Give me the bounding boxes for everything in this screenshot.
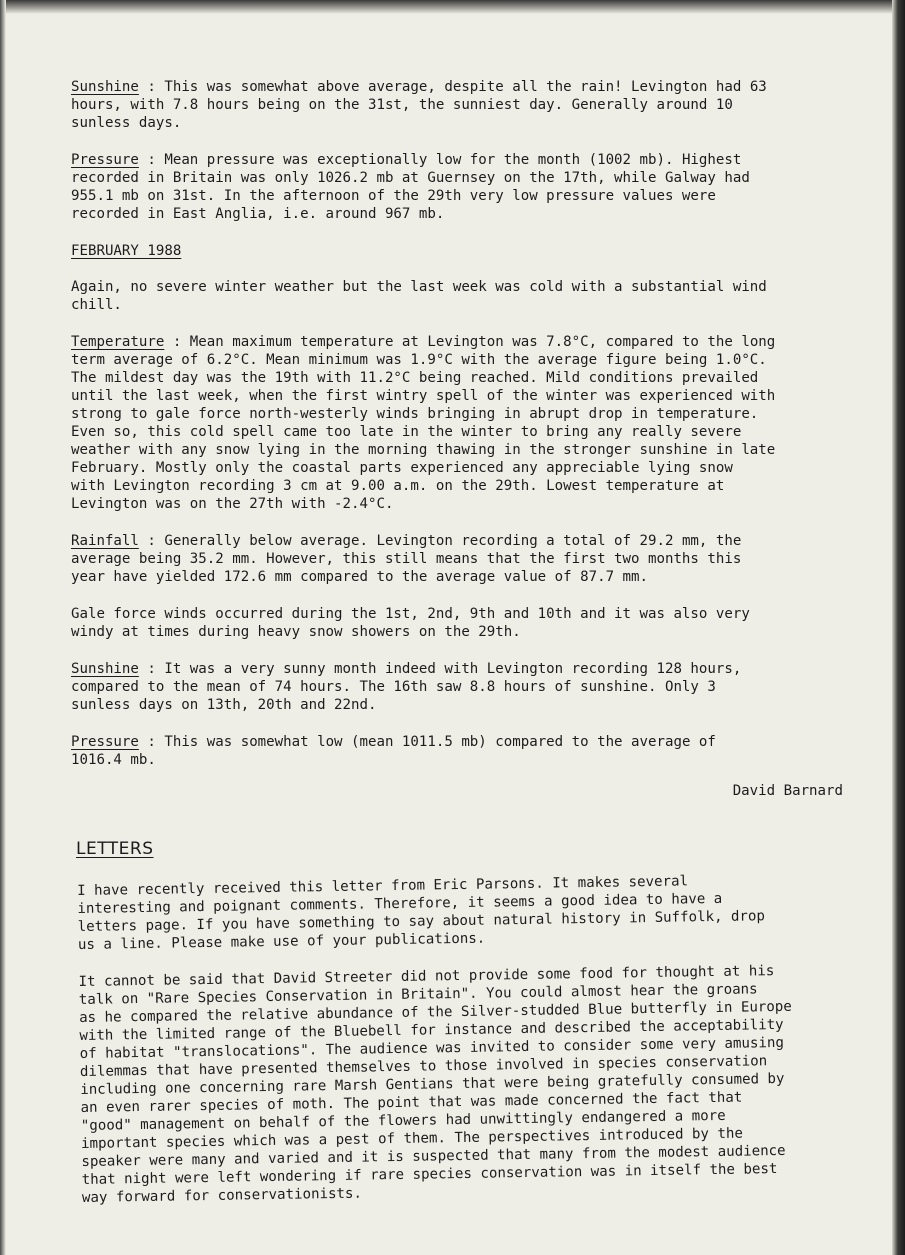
- paragraph-text: : This was somewhat above average, despite all the rain! Levington had 63 hours, with 7.8 hours being on the 31st, the sunniest day. Generally around 10 sunless days.: [71, 79, 767, 131]
- pressure-paragraph: [71, 151, 843, 223]
- section-heading: Rainfall: [71, 533, 139, 549]
- section-heading: Pressure: [71, 734, 139, 750]
- paragraph-text: Again, no severe winter weather but the last week was cold with a substantial wind chill.: [71, 279, 767, 313]
- scan-left-shadow: [0, 0, 6, 1255]
- letters-intro-paragraph: I have recently received this letter from Eric Parsons. It makes several interesting and poignant comments. Therefore, it seems a good idea to have a letters page. If you have something to say about natural history in Suffolk, drop us a line. Please make use of your publications.: [77, 873, 766, 953]
- paragraph-text: Gale force winds occurred during the 1st, 2nd, 9th and 10th and it was also very windy at times during heavy snow showers on the 29th.: [71, 606, 750, 640]
- scan-right-edge: [892, 0, 905, 1255]
- letters-heading: LETTERS: [76, 839, 154, 859]
- sunshine-paragraph-february: [71, 660, 843, 714]
- pressure-paragraph-february: [71, 733, 843, 769]
- report-body: [71, 78, 843, 1226]
- section-heading: Temperature: [71, 334, 165, 350]
- section-heading: Pressure: [71, 152, 139, 168]
- letter-body-paragraph: It cannot be said that David Streeter did not provide some food for thought at his talk on "Rare Species Conservation in Britain". You could almost hear the groans as he compared the relative abundance of the Silver-studded Blue butterfly in Europe with the limited range of the Bluebell for instance and described the acceptability of habitat "translocations". The audience was invited to consider some very amusing dilemmas that have presented themselves to those involved in species conservation including one concerning rare Marsh Gentians that were being gratefully consumed by an even rarer species of moth. The point that was made concerned the fact that "good" management on behalf of the flowers had unwittingly endangered a more important species which was a pest of them. The perspectives introduced by the speaker were many and varied and it is suspected that many from the modest audience that night were left wondering if rare species conservation was in itself the best way forward for conservationists.: [78, 963, 792, 1206]
- sunshine-paragraph: [71, 78, 843, 132]
- section-heading: Sunshine: [71, 661, 139, 677]
- paragraph-text: : Generally below average. Levington recording a total of 29.2 mm, the average being 35.2 mm. However, this still means that the first two months this year have yielded 172.6 mm compared to the average value of 87.7 mm.: [71, 533, 742, 585]
- intro-paragraph: [71, 278, 843, 314]
- temperature-paragraph: [71, 333, 843, 513]
- paragraph-text: : Mean maximum temperature at Levington was 7.8°C, compared to the long term average of 6.2°C. Mean minimum was 1.9°C with the average figure being 1.0°C. The mildest day was the 19th with 11.2°C being reached. Mild conditions prevailed until the last week, when the first wintry spell of the winter was experienced with strong to gale force north-westerly winds bringing in abrupt drop in temperature. Even so, this cold spell came too late in the winter to bring any really severe weather with any snow lying in the morning thawing in the stronger sunshine in late February. Mostly only the coastal parts experienced any appreciable lying snow with Levington recording 3 cm at 9.00 a.m. on the 29th. Lowest temperature at Levington was on the 27th with -2.4°C.: [71, 334, 776, 512]
- paragraph-text: : Mean pressure was exceptionally low for the month (1002 mb). Highest recorded in Britain was only 1026.2 mb at Guernsey on the 17th, while Galway had 955.1 mb on 31st. In the afternoon of the 29th very low pressure values were recorded in East Anglia, i.e. around 967 mb.: [71, 152, 750, 222]
- rainfall-paragraph: [71, 532, 843, 586]
- author-signature: David Barnard: [732, 783, 843, 799]
- letters-section: [77, 870, 848, 1207]
- paragraph-text: : It was a very sunny month indeed with Levington recording 128 hours, compared to the mean of 74 hours. The 16th saw 8.8 hours of sunshine. Only 3 sunless days on 13th, 20th and 22nd.: [71, 661, 742, 713]
- section-heading: Sunshine: [71, 79, 139, 95]
- gale-paragraph: [71, 605, 843, 641]
- month-heading: FEBRUARY 1988: [71, 243, 182, 259]
- paragraph-text: : This was somewhat low (mean 1011.5 mb) compared to the average of 1016.4 mb.: [71, 734, 716, 768]
- scan-top-shadow: [0, 0, 892, 14]
